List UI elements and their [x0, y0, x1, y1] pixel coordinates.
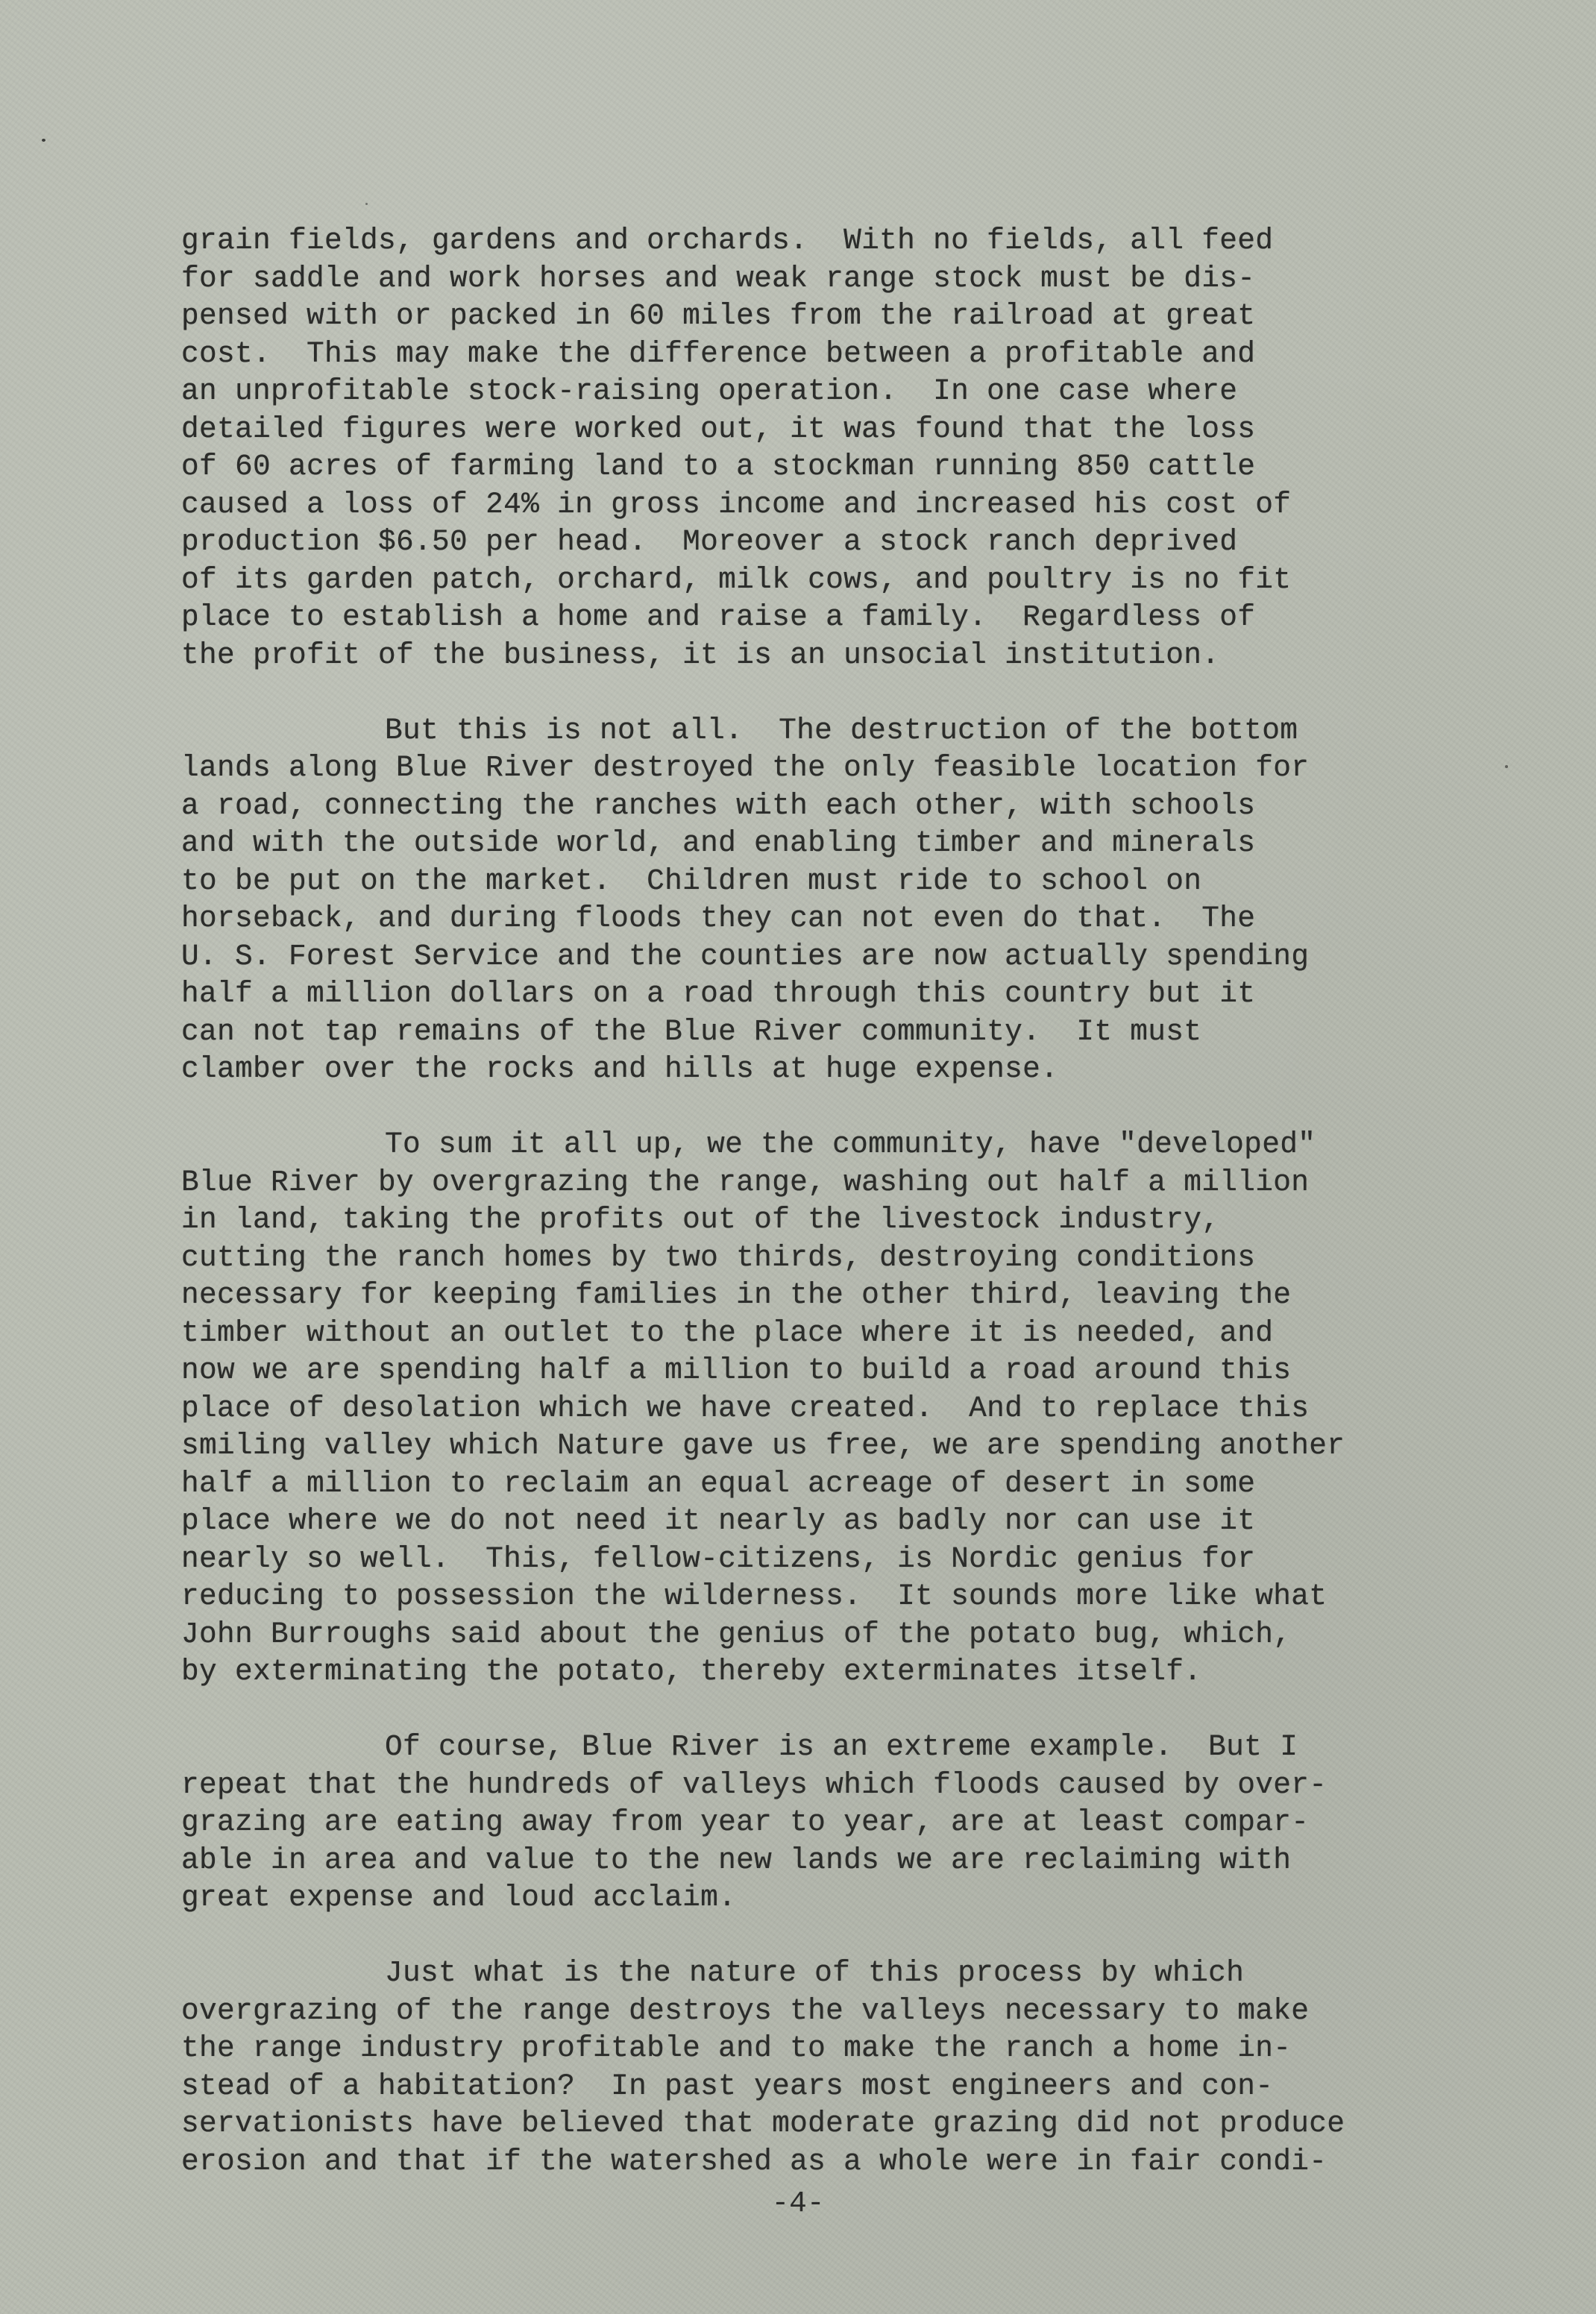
paragraph	[181, 1126, 1419, 1691]
text-line: to be put on the market. Children must ride to school on	[181, 864, 1202, 898]
page-number: -4-	[771, 2186, 825, 2220]
ink-speck	[365, 203, 368, 205]
ink-speck	[42, 139, 45, 142]
text-line: can not tap remains of the Blue River community. It must	[181, 1014, 1202, 1048]
text-line: now we are spending half a million to build a road around this	[181, 1353, 1292, 1387]
paragraph	[181, 1955, 1419, 2181]
text-line: half a million to reclaim an equal acreage of desert in some	[181, 1466, 1256, 1500]
text-line: place to establish a home and raise a family. Regardless of	[181, 600, 1256, 634]
text-line: grazing are eating away from year to year, are at least compar-	[181, 1805, 1310, 1839]
text-line: half a million dollars on a road through this country but it	[181, 977, 1256, 1010]
text-line: the profit of the business, it is an unsocial institution.	[181, 638, 1220, 672]
text-line: lands along Blue River destroyed the only feasible location for	[181, 751, 1310, 785]
text-line: John Burroughs said about the genius of the potato bug, which,	[181, 1617, 1292, 1651]
text-line: of its garden patch, orchard, milk cows, and poultry is no fit	[181, 562, 1292, 597]
text-line: clamber over the rocks and hills at huge expense.	[181, 1052, 1059, 1086]
text-line: erosion and that if the watershed as a whole were in fair condi-	[181, 2144, 1328, 2178]
text-line: by exterminating the potato, thereby exterminates itself.	[181, 1655, 1202, 1688]
text-line: servationists have believed that moderate grazing did not produce	[181, 2107, 1345, 2140]
text-line: production $6.50 per head. Moreover a stock ranch deprived	[181, 525, 1238, 559]
text-line: cost. This may make the difference between a profitable and	[181, 336, 1256, 371]
text-line: the range industry profitable and to make the ranch a home in-	[181, 2031, 1292, 2065]
paragraph	[181, 1729, 1419, 1917]
text-line: pensed with or packed in 60 miles from the railroad at great	[181, 299, 1256, 333]
paragraph	[181, 222, 1419, 674]
paragraph	[181, 712, 1419, 1089]
text-line: place where we do not need it nearly as badly nor can use it	[181, 1504, 1256, 1538]
text-line: reducing to possession the wilderness. It sounds more like what	[181, 1579, 1328, 1613]
text-line: To sum it all up, we the community, have "developed"	[385, 1128, 1316, 1161]
text-line: Blue River by overgrazing the range, washing out half a million	[181, 1165, 1310, 1199]
text-line: for saddle and work horses and weak range stock must be dis-	[181, 261, 1256, 295]
text-line: repeat that the hundreds of valleys which floods caused by over-	[181, 1767, 1328, 1802]
text-line: place of desolation which we have created. And to replace this	[181, 1391, 1310, 1425]
text-line: caused a loss of 24% in gross income and increased his cost of	[181, 487, 1292, 521]
text-line: Of course, Blue River is an extreme example. But I	[385, 1730, 1298, 1764]
text-line: grain fields, gardens and orchards. With no fields, all feed	[181, 224, 1274, 257]
text-line: stead of a habitation? In past years most engineers and con-	[181, 2069, 1274, 2103]
text-line: able in area and value to the new lands we are reclaiming with	[181, 1843, 1292, 1877]
text-line: detailed figures were worked out, it was found that the loss	[181, 412, 1256, 446]
text-line: necessary for keeping families in the other third, leaving the	[181, 1278, 1292, 1312]
text-line: smiling valley which Nature gave us free, we are spending another	[181, 1429, 1345, 1462]
text-line: But this is not all. The destruction of the bottom	[385, 713, 1298, 747]
text-line: timber without an outlet to the place where it is needed, and	[181, 1315, 1274, 1350]
text-line: horseback, and during floods they can not even do that. The	[181, 902, 1256, 935]
text-line: nearly so well. This, fellow-citizens, is Nordic genius for	[181, 1541, 1256, 1576]
text-line: of 60 acres of farming land to a stockman running 850 cattle	[181, 450, 1256, 483]
typewritten-body	[181, 222, 1419, 2219]
text-line: a road, connecting the ranches with each other, with schools	[181, 788, 1256, 823]
text-line: great expense and loud acclaim.	[181, 1881, 737, 1914]
text-line: and with the outside world, and enabling timber and minerals	[181, 826, 1256, 860]
ink-speck	[1505, 765, 1508, 768]
text-line: Just what is the nature of this process by which	[385, 1956, 1245, 1990]
text-line: U. S. Forest Service and the counties are now actually spending	[181, 939, 1310, 973]
text-line: cutting the ranch homes by two thirds, destroying conditions	[181, 1240, 1256, 1274]
text-line: an unprofitable stock-raising operation. In one case where	[181, 374, 1238, 408]
text-line: in land, taking the profits out of the livestock industry,	[181, 1203, 1220, 1236]
text-line: overgrazing of the range destroys the valleys necessary to make	[181, 1993, 1310, 2028]
